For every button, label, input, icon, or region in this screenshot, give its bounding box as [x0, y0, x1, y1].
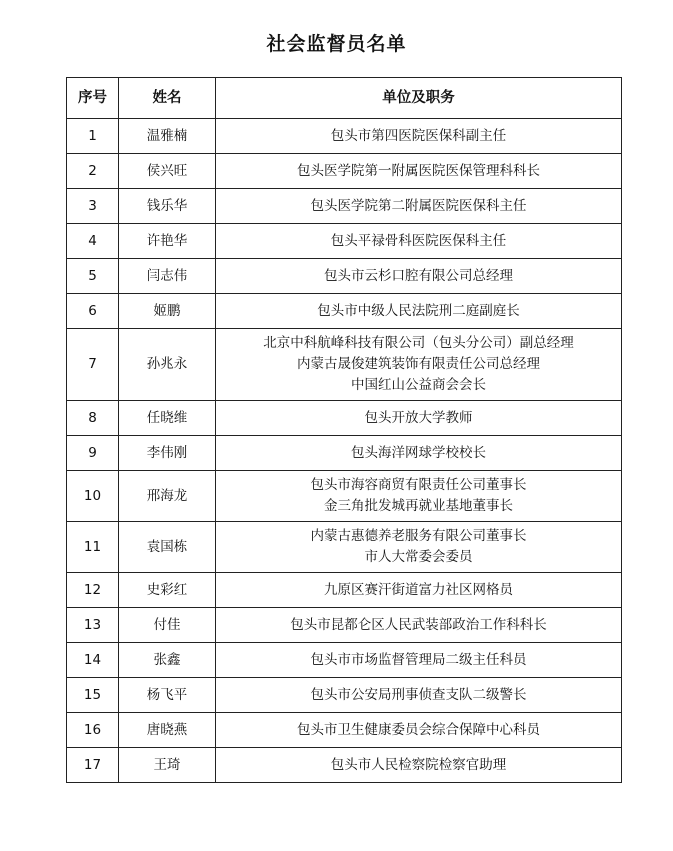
row-unit	[216, 522, 622, 573]
row-unit	[216, 259, 622, 294]
unit-line: 北京中科航峰科技有限公司（包头分公司）副总经理	[263, 335, 574, 351]
row-name: 袁国栋	[119, 522, 216, 573]
row-number: 8	[67, 401, 119, 436]
row-unit	[216, 608, 622, 643]
row-number: 6	[67, 294, 119, 329]
row-number: 15	[67, 678, 119, 713]
unit-line: 包头市云杉口腔有限公司总经理	[324, 267, 513, 284]
table-row	[67, 678, 622, 713]
row-name: 侯兴旺	[119, 154, 216, 189]
table-row	[67, 573, 622, 608]
header-unit: 单位及职务	[216, 78, 622, 119]
row-number: 16	[67, 713, 119, 748]
table-row	[67, 401, 622, 436]
row-number: 10	[67, 471, 119, 522]
unit-line: 包头海洋网球学校校长	[351, 444, 486, 461]
unit-line: 金三角批发城再就业基地董事长	[324, 498, 513, 514]
unit-line: 内蒙古晟俊建筑装饰有限责任公司总经理	[297, 356, 540, 372]
row-unit	[216, 224, 622, 259]
row-name: 邢海龙	[119, 471, 216, 522]
unit-line: 包头市第四医院医保科副主任	[330, 127, 507, 144]
row-number: 1	[67, 119, 119, 154]
table-row	[67, 643, 622, 678]
unit-line: 包头医学院第二附属医院医保科主任	[310, 197, 527, 214]
header-no: 序号	[67, 78, 119, 119]
row-number: 2	[67, 154, 119, 189]
unit-line: 中国红山公益商会会长	[351, 377, 486, 393]
row-name: 钱乐华	[119, 189, 216, 224]
header-name: 姓名	[119, 78, 216, 119]
unit-line: 包头市人民检察院检察官助理	[330, 756, 507, 773]
table-row	[67, 471, 622, 522]
row-number: 11	[67, 522, 119, 573]
row-name: 许艳华	[119, 224, 216, 259]
row-number: 3	[67, 189, 119, 224]
unit-line: 包头医学院第一附属医院医保管理科科长	[297, 162, 540, 179]
row-number: 13	[67, 608, 119, 643]
row-unit	[216, 573, 622, 608]
row-name: 付佳	[119, 608, 216, 643]
unit-line: 包头平禄骨科医院医保科主任	[330, 232, 507, 249]
row-unit	[216, 678, 622, 713]
row-name: 孙兆永	[119, 329, 216, 401]
supervisor-table	[66, 77, 622, 783]
unit-line: 包头市昆都仑区人民武装部政治工作科科长	[290, 616, 547, 633]
table-row	[67, 259, 622, 294]
table-row	[67, 154, 622, 189]
unit-line: 市人大常委会委员	[364, 549, 473, 565]
table-row	[67, 294, 622, 329]
row-name: 李伟刚	[119, 436, 216, 471]
table-row	[67, 224, 622, 259]
unit-line: 包头市中级人民法院刑二庭副庭长	[317, 302, 520, 319]
row-number: 14	[67, 643, 119, 678]
unit-line: 包头市海容商贸有限责任公司董事长	[310, 477, 527, 493]
row-name: 张鑫	[119, 643, 216, 678]
row-unit	[216, 154, 622, 189]
row-number: 9	[67, 436, 119, 471]
row-unit	[216, 401, 622, 436]
row-number: 12	[67, 573, 119, 608]
row-number: 4	[67, 224, 119, 259]
unit-line: 包头开放大学教师	[364, 409, 473, 426]
row-name: 王琦	[119, 748, 216, 783]
table-row	[67, 608, 622, 643]
table-row	[67, 119, 622, 154]
table-row	[67, 329, 622, 401]
row-name: 温雅楠	[119, 119, 216, 154]
unit-line: 内蒙古惠德养老服务有限公司董事长	[310, 528, 527, 544]
unit-line: 包头市市场监督管理局二级主任科员	[310, 651, 527, 668]
row-name: 任晓维	[119, 401, 216, 436]
row-name: 姬鹏	[119, 294, 216, 329]
table-row	[67, 436, 622, 471]
table-body	[67, 119, 622, 783]
row-unit	[216, 748, 622, 783]
row-unit	[216, 329, 622, 401]
row-unit	[216, 119, 622, 154]
row-name: 史彩红	[119, 573, 216, 608]
row-unit	[216, 436, 622, 471]
row-name: 杨飞平	[119, 678, 216, 713]
unit-line: 包头市卫生健康委员会综合保障中心科员	[297, 721, 540, 738]
row-unit	[216, 713, 622, 748]
row-unit	[216, 294, 622, 329]
table-row	[67, 189, 622, 224]
table-row	[67, 522, 622, 573]
table-row	[67, 748, 622, 783]
row-number: 17	[67, 748, 119, 783]
unit-line: 九原区赛汗街道富力社区网格员	[324, 581, 513, 598]
row-number: 5	[67, 259, 119, 294]
row-unit	[216, 471, 622, 522]
table-header-row	[67, 78, 622, 119]
row-name: 闫志伟	[119, 259, 216, 294]
row-unit	[216, 643, 622, 678]
unit-line: 包头市公安局刑事侦查支队二级警长	[310, 686, 527, 703]
page-title: 社会监督员名单	[266, 33, 407, 55]
row-name: 唐晓燕	[119, 713, 216, 748]
row-unit	[216, 189, 622, 224]
row-number: 7	[67, 329, 119, 401]
table-row	[67, 713, 622, 748]
